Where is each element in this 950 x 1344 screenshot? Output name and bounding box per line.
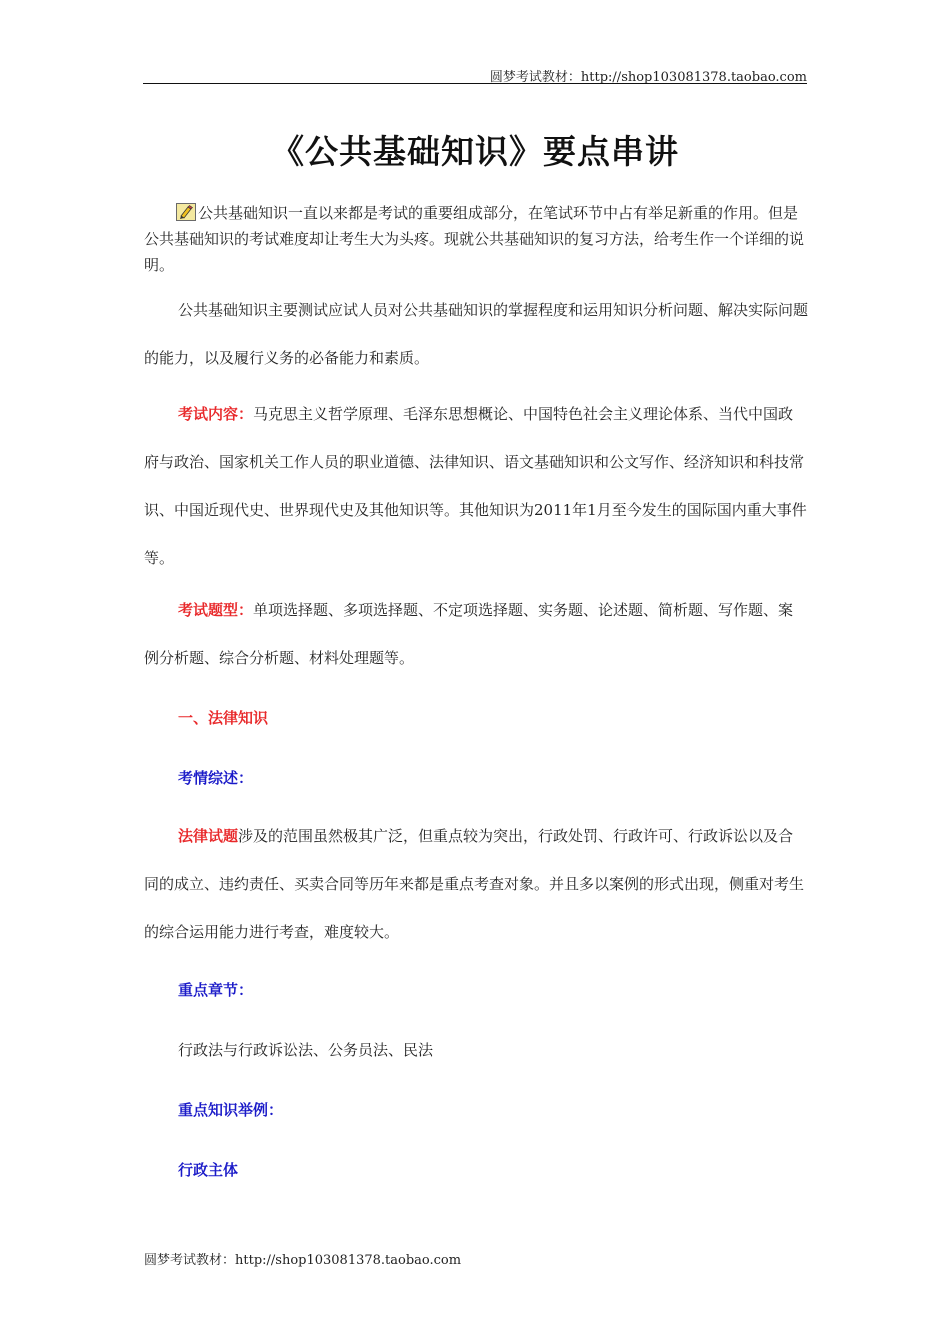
- exam-content-paragraph: [144, 390, 808, 582]
- exam-content-label: 考试内容：: [178, 405, 254, 423]
- overview-heading: 考情综述：: [178, 769, 254, 787]
- key-chapters-text: 行政法与行政诉讼法、公务员法、民法: [178, 1041, 434, 1059]
- page-title: 《公共基础知识》要点串讲: [271, 132, 679, 171]
- header-rule: [143, 83, 807, 84]
- exam-types-paragraph: [144, 586, 808, 682]
- admin-subject-heading: 行政主体: [178, 1161, 239, 1179]
- exam-content-text: 马克思主义哲学原理、毛泽东思想概论、中国特色社会主义理论体系、当代中国政府与政治、国家机关工作人员的职业道德、法律知识、语文基础知识和公文写作、经济知识和科技常识、中国近现代史、世界现代史及其他知识等。其他知识为2011年1月至今发生的国际国内重大事件等。: [144, 405, 807, 567]
- document-edit-icon: [176, 203, 196, 221]
- description-paragraph: 公共基础知识主要测试应试人员对公共基础知识的掌握程度和运用知识分析问题、解决实际问题的能力，以及履行义务的必备能力和素质。: [144, 301, 809, 367]
- intro-paragraph: [144, 200, 808, 278]
- exam-types-label: 考试题型：: [178, 601, 254, 619]
- key-examples-heading: 重点知识举例：: [178, 1101, 284, 1119]
- page-footer: 圆梦考试教材：http://shop103081378.taobao.com: [144, 1253, 462, 1268]
- section-heading-law: 一、法律知识: [178, 709, 269, 727]
- law-questions-text: 涉及的范围虽然极其广泛，但重点较为突出，行政处罚、行政许可、行政诉讼以及合同的成立、违约责任、买卖合同等历年来都是重点考查对象。并且多以案例的形式出现，侧重对考生的综合运用能力进行考查，难度较大。: [144, 827, 805, 941]
- intro-text: 公共基础知识一直以来都是考试的重要组成部分，在笔试环节中占有举足新重的作用。但是公共基础知识的考试难度却让考生大为头疼。现就公共基础知识的复习方法，给考生作一个详细的说明。: [144, 204, 805, 274]
- law-questions-paragraph: [144, 812, 808, 956]
- law-questions-label: 法律试题: [178, 827, 239, 845]
- exam-types-text: 单项选择题、多项选择题、不定项选择题、实务题、论述题、简析题、写作题、案例分析题、综合分析题、材料处理题等。: [144, 601, 794, 667]
- page-header: 圆梦考试教材：http://shop103081378.taobao.com: [489, 70, 807, 85]
- key-chapters-heading: 重点章节：: [178, 981, 254, 999]
